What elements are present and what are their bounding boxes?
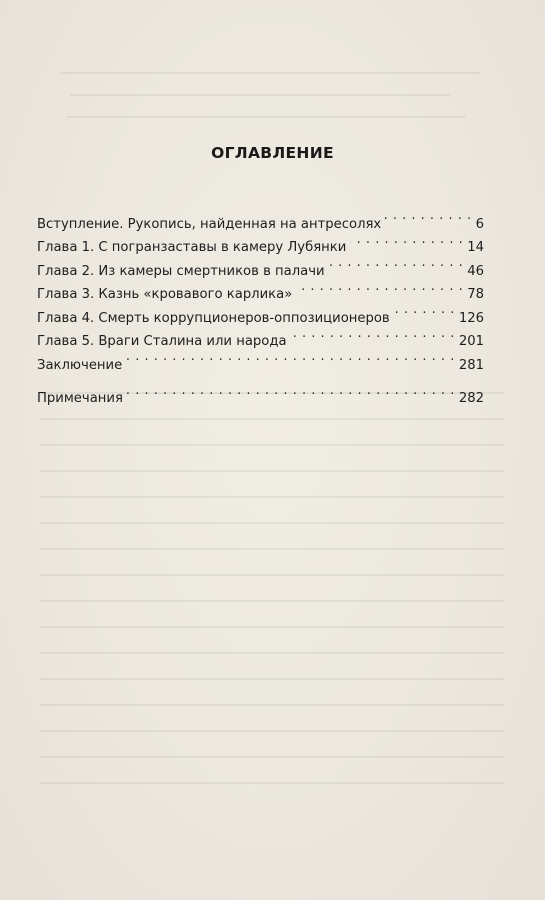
toc-entry-page: 46 <box>467 263 484 279</box>
show-through-line <box>70 94 450 96</box>
toc-entry-page: 6 <box>475 216 484 232</box>
toc-entry-title: Примечания <box>37 391 123 406</box>
toc-entry-page: 281 <box>458 357 484 373</box>
page-title: ОГЛАВЛЕНИЕ <box>211 144 334 162</box>
toc-leader-dots <box>126 345 455 369</box>
toc-leader-dots <box>385 204 471 228</box>
show-through-line <box>40 574 505 576</box>
toc-entry-title: Глава 5. Враги Сталина или народа <box>37 334 287 349</box>
show-through-line <box>66 116 466 118</box>
show-through-line <box>40 704 505 706</box>
show-through-line <box>40 470 505 472</box>
show-through-line <box>40 652 505 654</box>
toc-entry-page: 282 <box>458 391 484 406</box>
toc-entry-page: 201 <box>458 334 484 349</box>
toc-entry-page: 78 <box>467 287 484 302</box>
show-through-line <box>40 548 505 550</box>
show-through-line <box>40 496 505 498</box>
toc-entry-page: 126 <box>458 310 484 326</box>
show-through-line <box>60 72 480 74</box>
show-through-line <box>40 730 505 732</box>
show-through-line <box>40 782 505 784</box>
toc-entry-title: Заключение <box>37 357 123 373</box>
toc-leader-dots <box>296 275 463 299</box>
show-through-line <box>40 756 505 758</box>
toc-entry[interactable] <box>37 379 484 406</box>
show-through-line <box>40 444 505 446</box>
table-of-contents <box>37 204 484 406</box>
toc-entry-page: 14 <box>467 240 484 255</box>
toc-leader-dots <box>291 322 455 346</box>
toc-leader-dots <box>394 298 455 322</box>
show-through-line <box>40 418 505 420</box>
toc-entry-title: Глава 3. Казнь «кровавого карлика» <box>37 287 293 302</box>
show-through-line <box>40 678 505 680</box>
toc-leader-dots <box>127 379 455 403</box>
toc-entry-title: Глава 4. Смерть коррупционеров-оппозиционеров <box>37 310 390 326</box>
toc-leader-dots <box>329 251 464 275</box>
show-through-line <box>40 600 505 602</box>
toc-entry-title: Глава 1. С погранзаставы в камеру Лубянки <box>37 240 347 255</box>
show-through-line <box>40 626 505 628</box>
toc-entry-title: Вступление. Рукопись, найденная на антресолях <box>37 216 382 232</box>
toc-entry[interactable] <box>37 204 484 232</box>
toc-leader-dots <box>350 228 463 252</box>
show-through-line <box>40 522 505 524</box>
toc-entry-title: Глава 2. Из камеры смертников в палачи <box>37 263 325 279</box>
